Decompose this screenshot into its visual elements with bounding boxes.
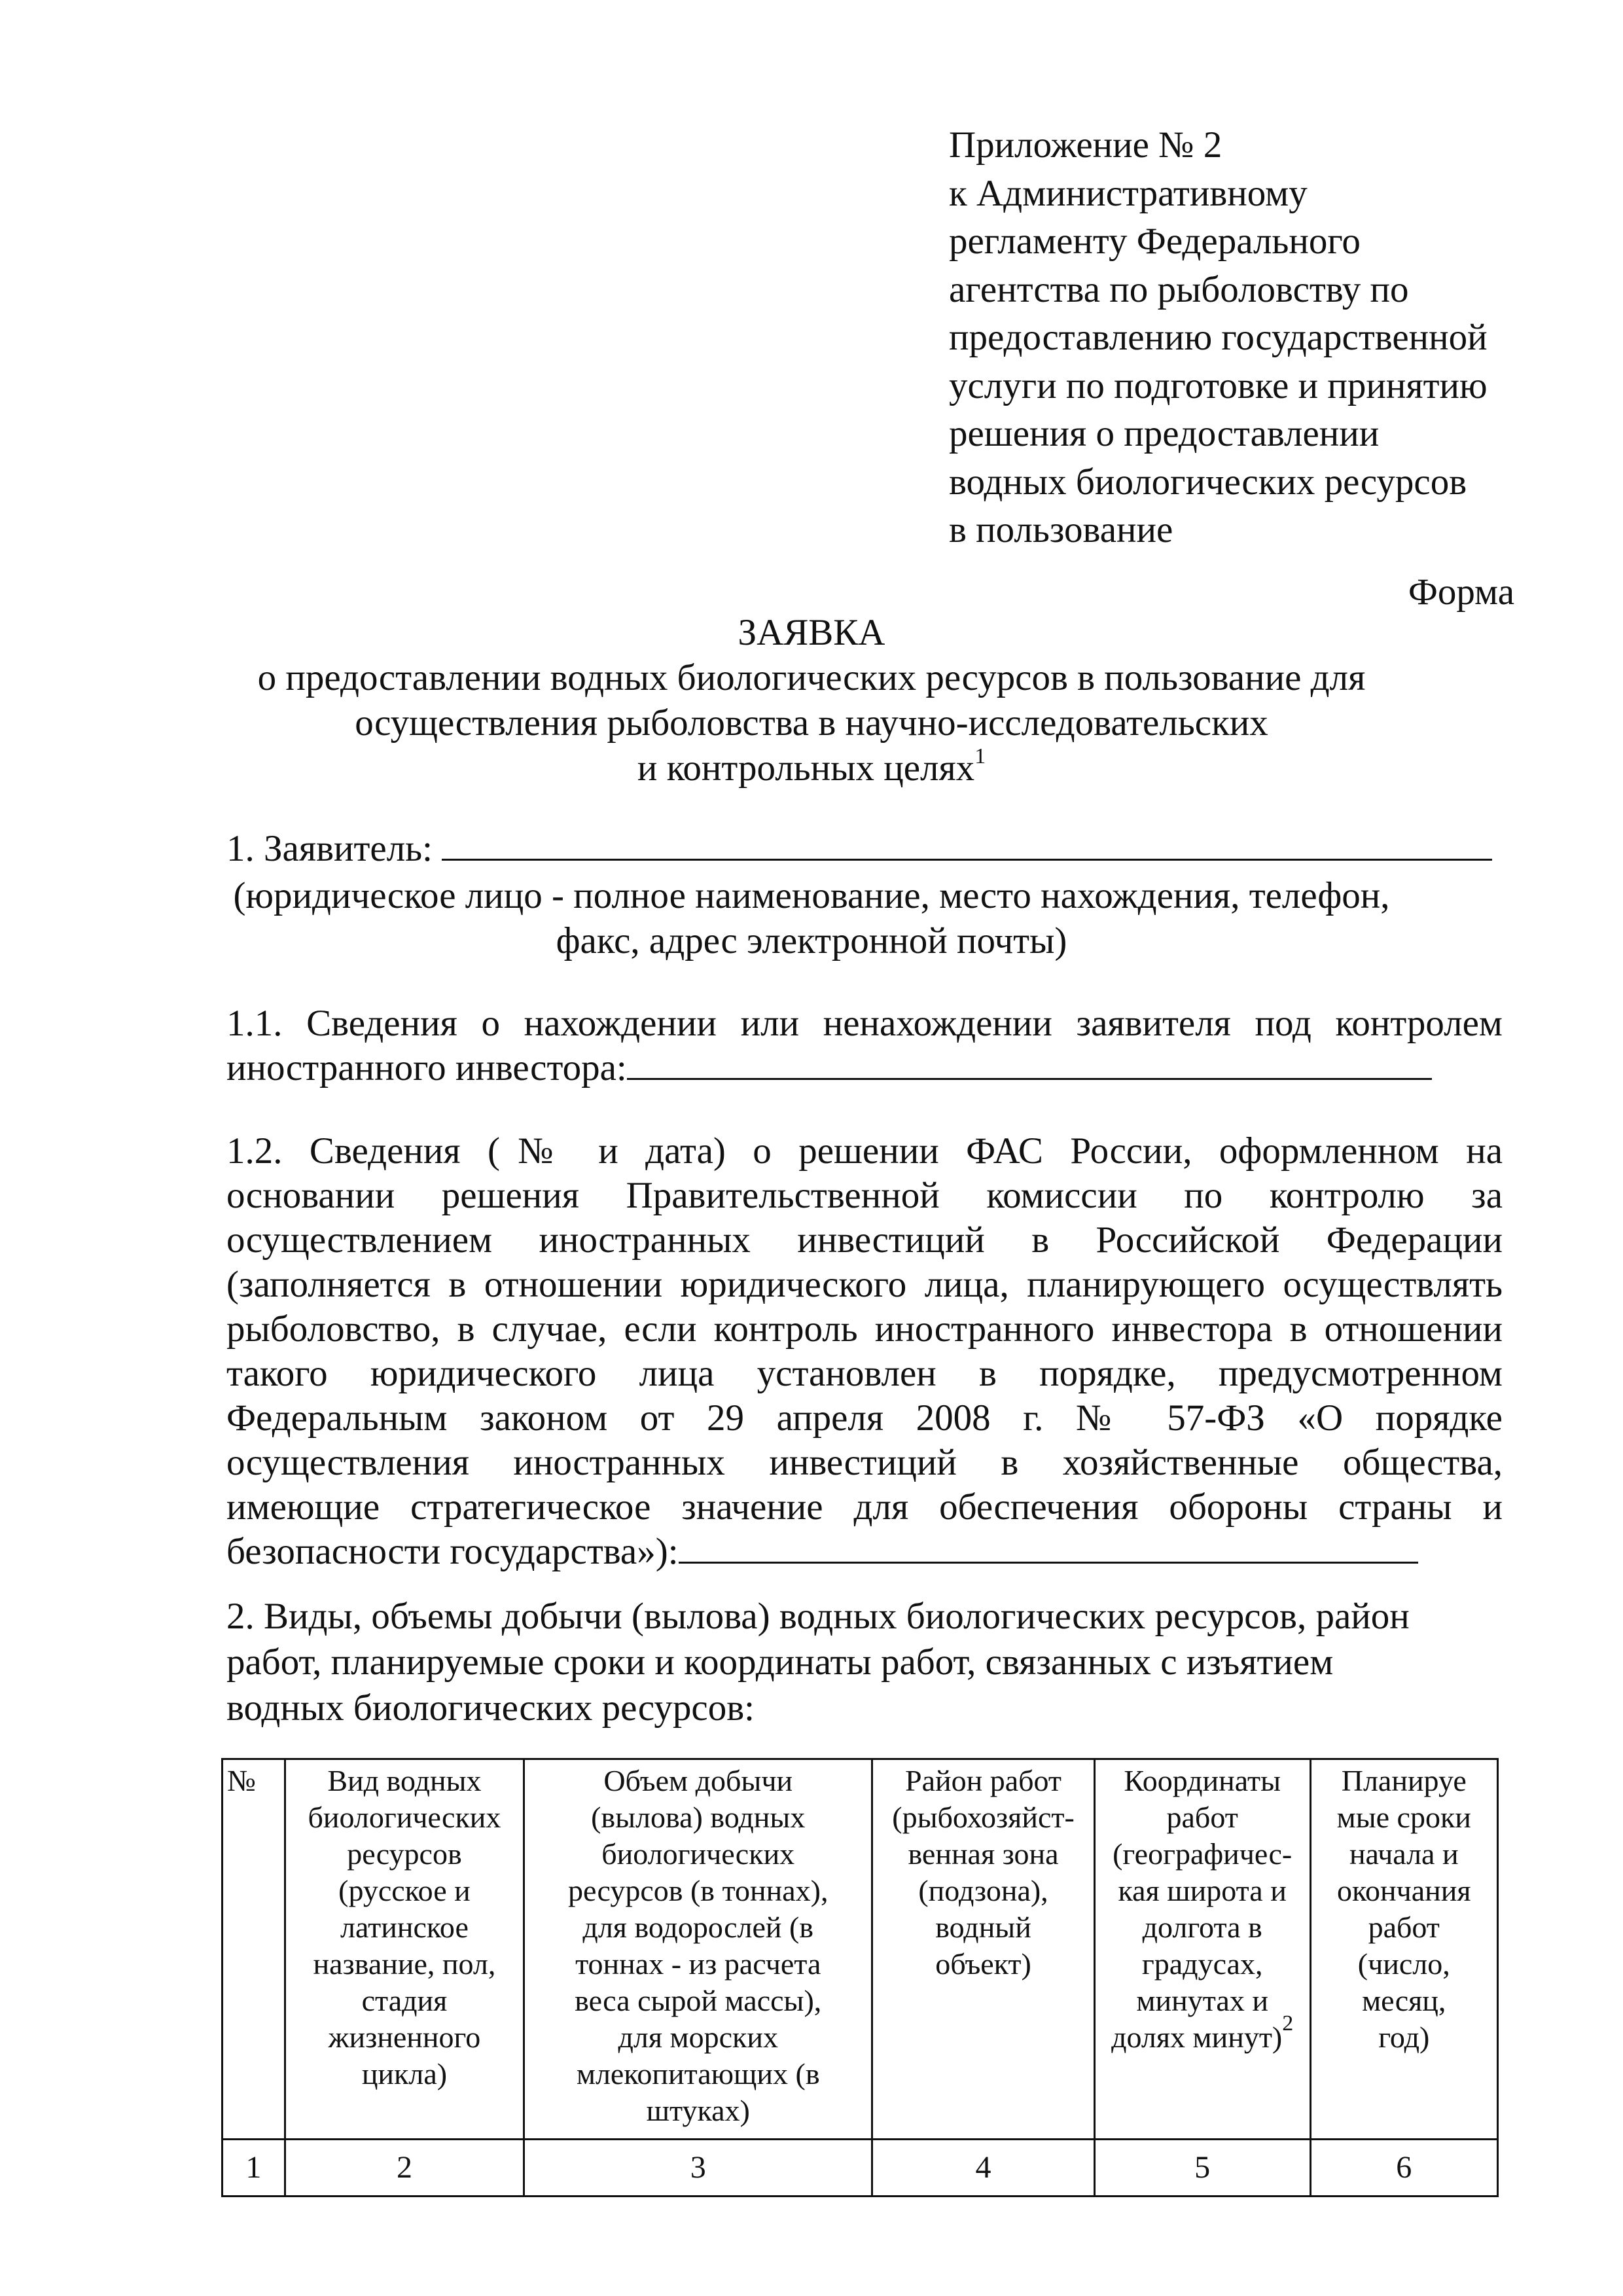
header-line: № bbox=[227, 1764, 256, 1797]
header-line: для морских bbox=[618, 2020, 778, 2054]
header-line: стадия bbox=[361, 1984, 448, 2017]
header-line: градусах, bbox=[1141, 1947, 1263, 1981]
section-1-2-line: имеющие стратегическое значение для обеспечения обороны страны и bbox=[226, 1486, 1503, 1528]
footnote-mark: 1 bbox=[974, 744, 986, 768]
header-line: веса сырой массы), bbox=[575, 1984, 822, 2017]
appendix-line: услуги по подготовке и принятию bbox=[949, 365, 1488, 406]
header-line bbox=[1099, 2011, 1306, 2056]
appendix-line: Приложение № 2 bbox=[949, 124, 1222, 166]
header-line: тоннах - из расчета bbox=[575, 1947, 821, 1981]
header-line: работ bbox=[1166, 1801, 1238, 1834]
header-line: (вылова) водных bbox=[591, 1801, 806, 1834]
appendix-block bbox=[949, 121, 1577, 554]
section-2-line: водных биологических ресурсов: bbox=[226, 1687, 755, 1729]
section-1-2-line: осуществления иностранных инвестиций в хозяйственные общества, bbox=[226, 1442, 1503, 1483]
section-2-line: 2. Виды, объемы добычи (вылова) водных биологических ресурсов, район bbox=[226, 1596, 1410, 1637]
header-line: биологических bbox=[601, 1837, 795, 1871]
section-1-2-line: 1.2. Сведения (№ и дата) о решении ФАС России, оформленном на bbox=[226, 1130, 1503, 1172]
header-volume bbox=[524, 1759, 872, 2140]
header-line: (число, bbox=[1357, 1947, 1450, 1981]
header-coordinates bbox=[1094, 1759, 1310, 2140]
header-line: Вид водных bbox=[327, 1764, 482, 1797]
header-species bbox=[285, 1759, 524, 2140]
section-1-2-line: осуществлением иностранных инвестиций в Российской Федерации bbox=[226, 1219, 1503, 1261]
header-line: год) bbox=[1378, 2020, 1430, 2054]
header-line: (рыбохозяйст- bbox=[892, 1801, 1075, 1834]
column-number-cell: 6 bbox=[1310, 2140, 1497, 2197]
header-line: (географичес- bbox=[1113, 1837, 1293, 1871]
applicant-hint: (юридическое лицо - полное наименование, место нахождения, телефон, bbox=[233, 875, 1390, 916]
header-line: окончания bbox=[1336, 1874, 1471, 1907]
header-line: штуках) bbox=[646, 2094, 750, 2127]
section-1-2-line: такого юридического лица установлен в порядке, предусмотренном bbox=[226, 1353, 1503, 1394]
form-label: Форма bbox=[1408, 571, 1514, 613]
header-line: название, пол, bbox=[313, 1947, 496, 1981]
document-title bbox=[0, 610, 1623, 791]
appendix-line: решения о предоставлении bbox=[949, 413, 1380, 454]
header-area bbox=[872, 1759, 1095, 2140]
applicant-field[interactable] bbox=[442, 851, 1492, 861]
resources-table bbox=[221, 1758, 1499, 2197]
header-line: млекопитающих (в bbox=[576, 2057, 820, 2090]
header-line: цикла) bbox=[361, 2057, 448, 2090]
applicant-hint: факс, адрес электронной почты) bbox=[556, 920, 1067, 961]
section-1-1-line: 1.1. Сведения о нахождении или ненахождении заявителя под контролем bbox=[226, 1003, 1503, 1044]
table-header-row bbox=[223, 1759, 1498, 2140]
column-number-cell: 4 bbox=[872, 2140, 1095, 2197]
header-line: (русское и bbox=[338, 1874, 471, 1907]
appendix-line: водных биологических ресурсов bbox=[949, 461, 1467, 503]
header-line: биологических bbox=[308, 1801, 501, 1834]
header-line: долгота в bbox=[1142, 1910, 1262, 1944]
title-line-last bbox=[0, 745, 1623, 791]
column-number-cell: 5 bbox=[1094, 2140, 1310, 2197]
header-line: (подзона), bbox=[918, 1874, 1048, 1907]
section-2 bbox=[226, 1594, 1410, 1731]
header-line: ресурсов (в тоннах), bbox=[567, 1874, 829, 1907]
section-1-2-line: рыболовство, в случае, если контроль иностранного инвестора в отношении bbox=[226, 1308, 1503, 1350]
title-heading: ЗАЯВКА bbox=[738, 612, 885, 653]
header-line: начала и bbox=[1349, 1837, 1459, 1871]
header-number bbox=[223, 1759, 285, 2140]
column-number-cell: 1 bbox=[223, 2140, 285, 2197]
section-1-1-text: иностранного инвестора: bbox=[226, 1047, 627, 1088]
title-line: осуществления рыболовства в научно-исследовательских bbox=[355, 702, 1268, 744]
header-line: минутах и bbox=[1136, 1984, 1268, 2017]
section-2-line: работ, планируемые сроки и координаты работ, связанных с изъятием bbox=[226, 1641, 1334, 1683]
header-line: Объем добычи bbox=[603, 1764, 793, 1797]
section-1-2-line-last bbox=[226, 1530, 1503, 1574]
appendix-line: в пользование bbox=[949, 509, 1173, 550]
appendix-line: к Административному bbox=[949, 172, 1308, 214]
table-number-row bbox=[223, 2140, 1498, 2197]
section-1-2-line: Федеральным законом от 29 апреля 2008 г. № 57-ФЗ «О порядке bbox=[226, 1397, 1503, 1439]
section-1-1 bbox=[226, 1001, 1503, 1090]
column-number-cell: 3 bbox=[524, 2140, 872, 2197]
section-1-1-line-last bbox=[226, 1046, 1503, 1090]
section-1-2-line: основании решения Правительственной комиссии по контролю за bbox=[226, 1175, 1503, 1216]
appendix-line: регламенту Федерального bbox=[949, 221, 1361, 262]
header-line: кая широта и bbox=[1118, 1874, 1287, 1907]
header-line: жизненного bbox=[328, 2020, 481, 2054]
header-line: венная зона bbox=[908, 1837, 1059, 1871]
header-line-text: долях минут) bbox=[1111, 2020, 1283, 2054]
header-line: объект) bbox=[935, 1947, 1031, 1981]
title-line-text: и контрольных целях bbox=[637, 747, 975, 789]
investor-control-field[interactable] bbox=[627, 1070, 1432, 1080]
header-line: мые сроки bbox=[1336, 1801, 1471, 1834]
header-line: латинское bbox=[340, 1910, 469, 1944]
applicant-row bbox=[226, 826, 1492, 871]
appendix-line: агентства по рыболовству по bbox=[949, 268, 1409, 310]
header-line: Планируе bbox=[1341, 1764, 1467, 1797]
title-line: о предоставлении водных биологических ресурсов в пользование для bbox=[257, 657, 1366, 698]
section-1-2-text: безопасности государства»): bbox=[226, 1531, 679, 1572]
header-line: водный bbox=[935, 1910, 1031, 1944]
header-line: работ bbox=[1368, 1910, 1440, 1944]
header-line: месяц, bbox=[1362, 1984, 1446, 2017]
header-line: Район работ bbox=[904, 1764, 1062, 1797]
header-dates bbox=[1310, 1759, 1497, 2140]
section-1-2 bbox=[226, 1129, 1503, 1574]
appendix-line: предоставлению государственной bbox=[949, 317, 1488, 358]
section-1-2-line: (заполняется в отношении юридического лица, планирующего осуществлять bbox=[226, 1264, 1503, 1305]
footnote-mark: 2 bbox=[1282, 2011, 1294, 2036]
column-number-cell: 2 bbox=[285, 2140, 524, 2197]
applicant-label: 1. Заявитель: bbox=[226, 828, 433, 869]
fas-decision-field[interactable] bbox=[679, 1554, 1418, 1564]
header-line: Координаты bbox=[1124, 1764, 1281, 1797]
header-line: для водорослей (в bbox=[582, 1910, 814, 1944]
header-line: ресурсов bbox=[347, 1837, 462, 1871]
